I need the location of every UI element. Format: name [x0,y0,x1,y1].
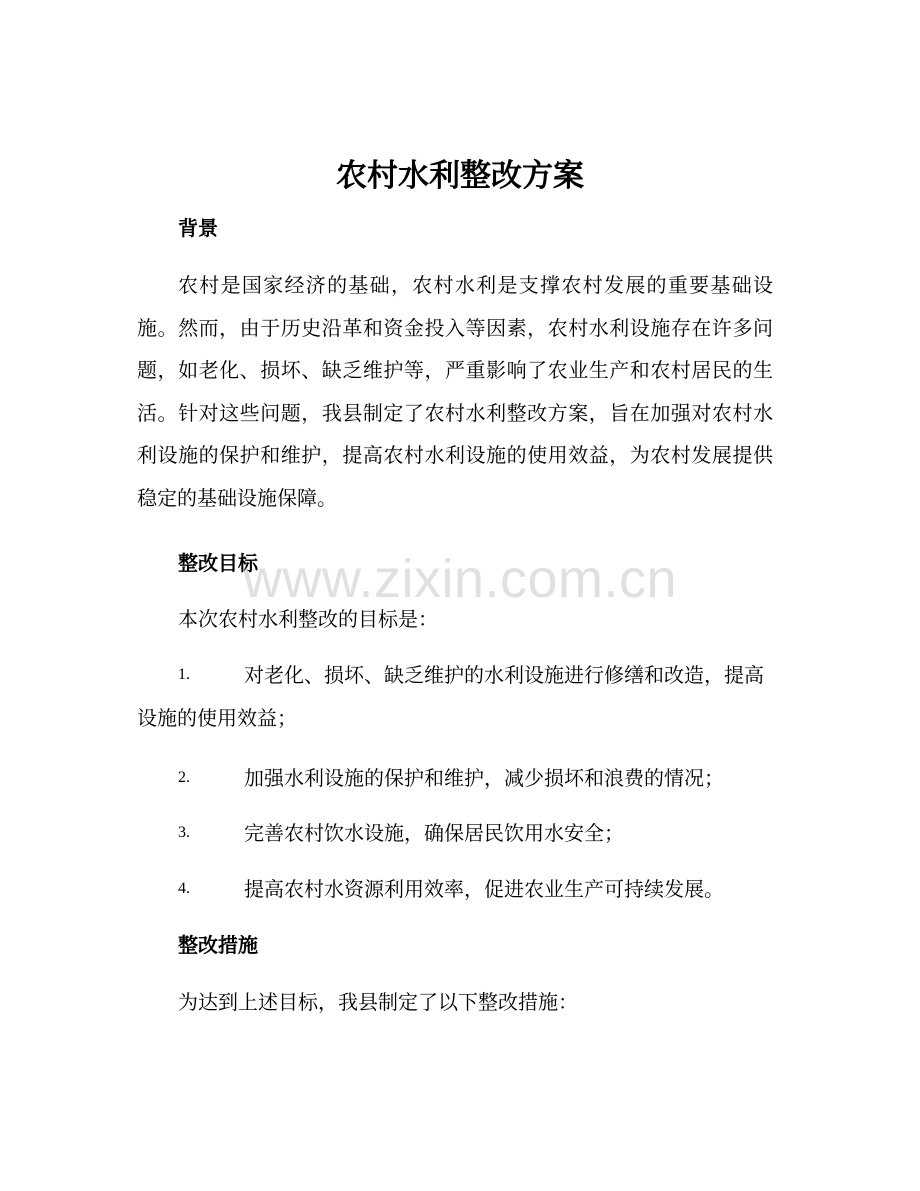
list-item-number: 1. [178,666,190,683]
list-item-text: 对老化、损坏、缺乏维护的水利设施进行修缮和改造，提高设施的使用效益； [137,663,764,730]
list-item [137,868,773,911]
watermark: www.zixin.com.cn [242,549,678,609]
list-item-number: 2. [178,769,190,786]
list-item-text: 完善农村饮水设施，确保居民饮用水安全； [244,821,624,845]
list-item-text: 提高农村水资源利用效率，促进农业生产可持续发展。 [244,877,724,901]
section-heading-background: 背景 [178,216,218,240]
list-item-number: 4. [178,880,190,897]
measures-intro: 为达到上述目标，我县制定了以下整改措施： [178,990,578,1014]
list-item [137,757,773,800]
list-item-text: 加强水利设施的保护和维护，减少损坏和浪费的情况； [244,766,724,790]
section-heading-goals: 整改目标 [178,551,258,575]
page-title: 农村水利整改方案 [336,158,584,194]
section-heading-measures: 整改措施 [178,933,258,957]
list-item [137,654,773,739]
background-paragraph: 农村是国家经济的基础，农村水利是支撑农村发展的重要基础设施。然而，由于历史沿革和资金投入等因素，农村水利设施存在许多问题，如老化、损坏、缺乏维护等，严重影响了农业生产和农村居民的生活。针对这些问题，我县制定了农村水利整改方案，旨在加强对农村水利设施的保护和维护，提高农村水利设施的使用效益，为农村发展提供稳定的基础设施保障。 [137,273,773,510]
goals-intro: 本次农村水利整改的目标是： [178,607,438,631]
list-item-number: 3. [178,824,190,841]
list-item [137,812,773,855]
